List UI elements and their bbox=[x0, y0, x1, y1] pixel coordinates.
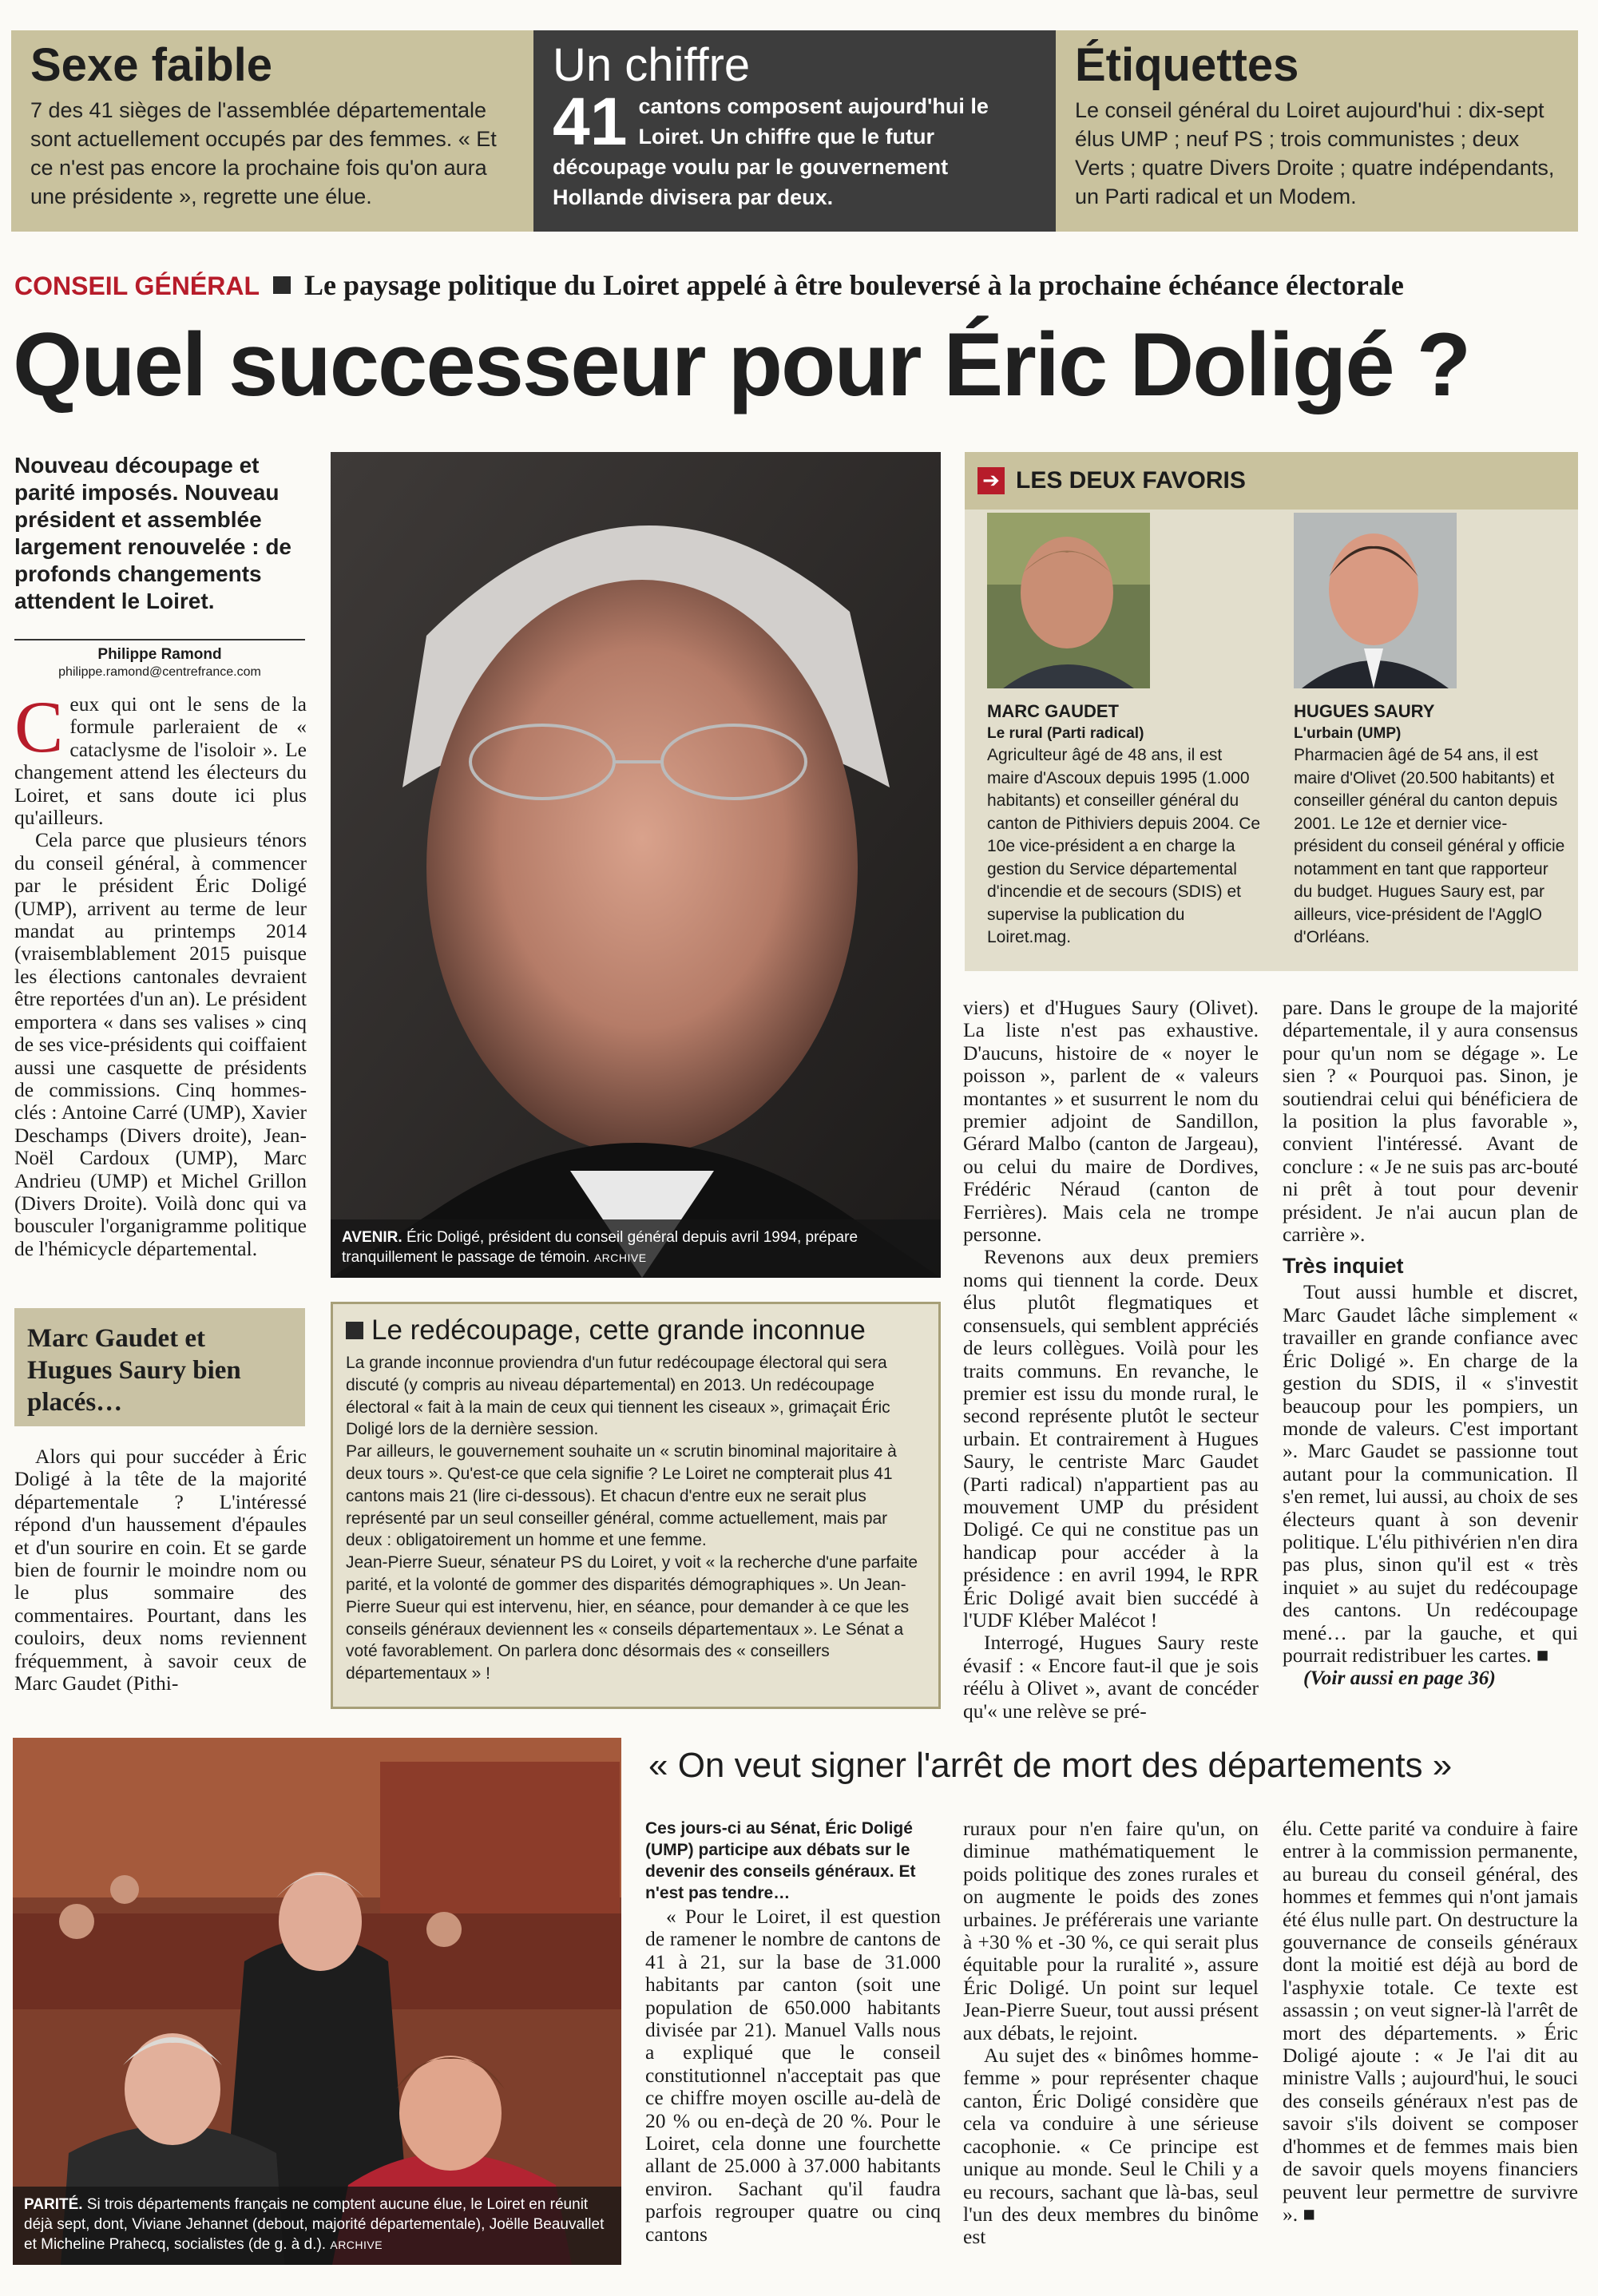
top-box-right bbox=[1056, 30, 1578, 232]
redecoupage-title: Le redécoupage, cette grande inconnue bbox=[371, 1315, 866, 1346]
kicker-text: Le paysage politique du Loiret appelé à être bouleversé à la prochaine échéance électorale bbox=[304, 269, 1404, 301]
byline bbox=[14, 645, 305, 680]
article-paragraph: Revenons aux deux premiers noms qui tiennent la corde. Deux élus plutôt flegmatiques et consensuels, qui semblent appréciés de leurs collègues. Voilà pour les traits communs. En revanche, le premier est issu du monde rural, le second représente plutôt le secteur urbain. Et contrairement à Hugues Saury, le centriste Marc Gaudet (Parti radical) n'appartient pas au mouvement UMP du président Doligé. Ce qui ne constitue pas un handicap pour accéder à la présidence : en avril 1994, le RPR Éric Doligé avait bien succédé à l'UDF Kléber Malécot ! bbox=[963, 1245, 1259, 1632]
article-paragraph: viers) et d'Hugues Saury (Olivet). La liste n'est pas exhaustive. D'aucuns, histoire de « noyer le poisson », parlent de « valeurs montantes » et susurrent le nom du premier adjoint de Sandillon, Gérard Malbo (canton de Jargeau), ou celui du maire de Dordives, Frédéric Néraud (canton de Ferrières). Mais cela ne trompe personne. bbox=[963, 996, 1259, 1247]
headline: Quel successeur pour Éric Doligé ? bbox=[13, 315, 1470, 414]
top-box-middle-number: 41 bbox=[553, 84, 628, 159]
favoris-box bbox=[965, 452, 1578, 971]
hugues-saury-text: Pharmacien âgé de 54 ans, il est maire d'Olivet (20.500 habitants) et conseiller général du canton depuis 2001. Le 12e et dernier vice-président du conseil général y officie notamment en tant que rapporteur du budget. Hugues Saury est, par ailleurs, vice-président de l'AgglO d'Orléans. bbox=[1294, 746, 1565, 946]
article-col1 bbox=[14, 686, 307, 1260]
subhead-1: Marc Gaudet et Hugues Saury bien placés… bbox=[27, 1324, 241, 1417]
main-photo-credit: ARCHIVE bbox=[593, 1251, 647, 1264]
top-box-right-text: Le conseil général du Loiret aujourd'hui : dix-sept élus UMP ; neuf PS ; trois communistes ; deux Verts ; quatre Divers Droite ; quatre indépendants, un Parti radical et un Modem. bbox=[1075, 98, 1555, 208]
interview-lead: Ces jours-ci au Sénat, Éric Doligé (UMP) participe aux débats sur le devenir des conseils généraux. Et n'est pas tendre… bbox=[645, 1819, 916, 1902]
redecoupage-title-row bbox=[346, 1314, 926, 1347]
chapeau: Nouveau découpage et parité imposés. Nouveau président et assemblée largement renouvelée : de profonds changements attendent le Loiret. bbox=[14, 453, 292, 613]
marc-gaudet-photo bbox=[987, 513, 1150, 688]
square-icon bbox=[346, 1322, 363, 1339]
article-col2 bbox=[963, 997, 1259, 1723]
parite-label: PARITÉ. bbox=[24, 2196, 83, 2213]
top-box-middle-title: Un chiffre bbox=[553, 39, 751, 91]
redecoupage-box bbox=[331, 1302, 941, 1709]
interview-paragraph: « Pour le Loiret, il est question de ramener le nombre de cantons de 41 à 21, sur la base de 31.000 habitants par canton (soit une population de 650.000 habitants divisée par 21). Manuel Valls nous a expliqué que le conseil constitutionnel n'acceptait pas que ce chiffre moyen oscille au-delà de 20 % ou en-deçà de 20 %. Pour le Loiret, cela donne une fourchette allant de 25.000 à 37.000 habitants environ. Sachant qu'il faudra parfois regrouper quatre ou cinq cantons bbox=[645, 1905, 941, 2246]
parite-caption-text: Si trois départements français ne comptent aucune élue, le Loiret en réunit déjà sept, dont, Viviane Jehannet (debout, majorité départementale), Joëlle Beauvallet et Micheline Prahecq, socialistes (de g. à d.). bbox=[24, 2196, 605, 2253]
main-photo-label: AVENIR. bbox=[342, 1229, 402, 1246]
top-box-left bbox=[11, 30, 533, 232]
kicker bbox=[14, 268, 1580, 303]
parite-credit: ARCHIVE bbox=[330, 2239, 383, 2251]
hugues-saury-name: HUGUES SAURY bbox=[1294, 701, 1435, 721]
subhead-box bbox=[14, 1308, 305, 1426]
subhead-2: Très inquiet bbox=[1283, 1254, 1404, 1279]
favori-marc-gaudet bbox=[987, 513, 1267, 950]
top-box-left-text: 7 des 41 sièges de l'assemblée départementale sont actuellement occupés par des femmes. « Et ce n'est pas encore la prochaine fois qu'on aura une présidente », regrette une élue. bbox=[30, 98, 497, 208]
article-paragraph: Alors qui pour succéder à Éric Doligé à la tête de la majorité départementale ? L'intéressé répond d'un haussement d'épaules et d'un sourire en coin. Et se garde bien de fournir le moindre nom ou le plus sommaire des commentaires. Pourtant, dans les couloirs, deux noms reviennent fréquemment, à savoir ceux de Marc Gaudet (Pithi- bbox=[14, 1445, 307, 1695]
marc-gaudet-name: MARC GAUDET bbox=[987, 701, 1119, 721]
interview-col2 bbox=[963, 1818, 1259, 2249]
hugues-saury-role: L'urbain (UMP) bbox=[1294, 725, 1402, 742]
hugues-saury-photo bbox=[1294, 513, 1457, 688]
favoris-title: LES DEUX FAVORIS bbox=[1016, 467, 1246, 494]
top-box-middle bbox=[533, 30, 1056, 232]
marc-gaudet-text: Agriculteur âgé de 48 ans, il est maire d'Ascoux depuis 1995 (1.000 habitants) et conseiller général du canton de Pithiviers depuis 2004. Ce 10e vice-président a en charge la gestion du Service départemental d'incendie et de secours (SDIS) et supervise la publication du Loiret.mag. bbox=[987, 746, 1261, 946]
top-box-left-title: Sexe faible bbox=[30, 39, 273, 91]
article-col1b bbox=[14, 1445, 307, 1695]
main-photo-caption-text: Éric Doligé, président du conseil général depuis avril 1994, prépare tranquillement le passage de témoin. bbox=[342, 1229, 858, 1266]
group-photo bbox=[13, 1738, 621, 2265]
drop-cap: C bbox=[14, 686, 64, 767]
byline-email: philippe.ramond@centrefrance.com bbox=[58, 665, 261, 679]
top-box-right-title: Étiquettes bbox=[1075, 39, 1299, 91]
article-paragraph: Interrogé, Hugues Saury reste évasif : « Encore faut-il que je sois réélu à Olivet », avant de concéder qu'« une relève se pré- bbox=[963, 1631, 1259, 1723]
interview-paragraph: élu. Cette parité va conduire à faire entrer à la commission permanente, au bureau du conseil général, des hommes et femmes qui n'ont jamais été élus nulle part. On destructure la gouvernance de conseils généraux dont la moitié est déjà au bord de l'asphyxie totale. Ce texte est assassin ; on veut signer-là l'arrêt de mort des départements. » Éric Doligé ajoute : « Je l'ai dit au ministre Valls ; aujourd'hui, le souci des conseils généraux n'est pas de savoir s'ils doivent se composer d'hommes et de femmes mais bien de savoir quels moyens financiers peuvent leur permettre de survivre ». ■ bbox=[1283, 1817, 1578, 2226]
article-paragraph: Tout aussi humble et discret, Marc Gaudet lâche simplement « travailler en grande confiance avec Éric Doligé ». En charge de la gestion du SDIS, il « s'investit beaucoup pour les pompiers, un monde de valeurs. C'est important ». Marc Gaudet se passionne tout autant pour la communication. Il s'en remet, lui aussi, au choix de ses électeurs quant à son devenir politique. L'élu pithivérien n'en dira pas plus, sinon qu'il est « très inquiet » au sujet du redécoupage des cantons. Un redécoupage mené… par la gauche, et qui pourrait redistribuer les cartes. ■ bbox=[1283, 1280, 1578, 1667]
favoris-header bbox=[965, 452, 1578, 510]
arrow-right-icon: ➔ bbox=[977, 467, 1005, 494]
redecoupage-paragraph: Par ailleurs, le gouvernement souhaite un « scrutin binominal majoritaire à deux tours ». Qu'est-ce que cela signifie ? Le Loiret ne compterait plus 41 cantons mais 21 (lire ci-dessous). Et chacun d'entre eux ne serait plus représenté par un seul conseiller général, comme actuellement, mais par deux : obligatoirement un homme et une femme. bbox=[346, 1442, 897, 1550]
rubric: CONSEIL GÉNÉRAL bbox=[14, 272, 260, 300]
article-paragraph: pare. Dans le groupe de la majorité départementale, il y aura consensus pour qu'un nom se dégage ». Le sien ? « Pourquoi pas. Sinon, je soutiendrai celui qui bénéficiera de la position la plus favorable », convient l'intéressé. Avant de conclure : « Je ne suis pas arc-bouté ni prêt à tout pour devenir président. Je n'ai aucun plan de carrière ». bbox=[1283, 996, 1578, 1247]
main-photo bbox=[331, 452, 941, 1278]
interview-col1 bbox=[645, 1818, 941, 2246]
interview-paragraph: Au sujet des « binômes homme-femme » pour représenter chaque canton, Éric Doligé considère que cela va conduire à une sérieuse cacophonie. « Ce principe est unique au monde. Seul le Chili y a eu recours, sachant que là-bas, seul l'un des deux membres du binôme est bbox=[963, 2044, 1259, 2249]
interview-col3 bbox=[1283, 1818, 1578, 2226]
kicker-square-icon bbox=[273, 276, 291, 294]
article-paragraph: eux qui ont le sens de la formule parleraient de « cataclysme de l'isoloir ». Le changement attend les électeurs du Loiret, et sans doute ici plus qu'ailleurs. bbox=[14, 692, 307, 830]
marc-gaudet-role: Le rural (Parti radical) bbox=[987, 725, 1144, 742]
article-paragraph: Cela parce que plusieurs ténors du conseil général, à commencer par le président Éric Doligé (UMP), arrivent au terme de leur mandat au printemps 2014 (vraisemblablement 2015 puisque les élections cantonales devraient être reportées d'un an). Le président emportera « dans ses valises » cinq de ses vice-présidents qui coiffaient aussi une casquette de présidents de commissions. Cinq hommes-clés : Antoine Carré (UMP), Xavier Deschamps (Divers droite), Jean-Noël Cardoux (UMP), Marc Andrieu (UMP) et Michel Grillon (Divers Droite). Voilà donc qui va bousculer l'organigramme politique de l'hémicycle départemental. bbox=[14, 828, 307, 1260]
parite-caption bbox=[13, 2187, 621, 2265]
see-also: (Voir aussi en page 36) bbox=[1303, 1666, 1496, 1690]
byline-author: Philippe Ramond bbox=[97, 646, 222, 663]
interview-title: « On veut signer l'arrêt de mort des départements » bbox=[648, 1746, 1453, 1785]
redecoupage-paragraph: Jean-Pierre Sueur, sénateur PS du Loiret, y voit « la recherche d'une parfaite parité, et la volonté de gommer des disparités démographiques ». Un Jean-Pierre Sueur qui est intervenu, hier, en séance, pour demander à ce que les conseils généraux deviennent les « conseils départementaux ». Le Sénat a voté favorablement. On parlera donc désormais des « conseillers départementaux » ! bbox=[346, 1553, 918, 1683]
parite-photo bbox=[13, 1738, 621, 2265]
top-box-middle-text: cantons composent aujourd'hui le Loiret. Un chiffre que le futur découpage voulu par le gouvernement Hollande divisera par deux. bbox=[553, 94, 989, 209]
main-photo-caption bbox=[331, 1219, 941, 1278]
redecoupage-paragraph: La grande inconnue proviendra d'un futur redécoupage électoral qui sera discuté (y compris au niveau départemental) en 2013. Un redécoupage électoral « fait à la main de ceux qui tiennent les ciseaux », grimaçait Éric Doligé lors de la dernière session. bbox=[346, 1354, 890, 1439]
portrait-photo bbox=[331, 452, 941, 1278]
byline-rule bbox=[14, 639, 305, 640]
favori-hugues-saury bbox=[1294, 513, 1565, 950]
article-col3 bbox=[1283, 997, 1578, 1690]
interview-paragraph: ruraux pour n'en faire qu'un, on diminue mathématiquement le poids politique des zones rurales et on augmente le poids des zones urbaines. Je préférerais une variante à +30 % et -30 %, ce qui serait plus équitable pour la ruralité », assure Éric Doligé. Un point sur lequel Jean-Pierre Sueur, tout aussi présent aux débats, le rejoint. bbox=[963, 1817, 1259, 2044]
redecoupage-text bbox=[346, 1352, 926, 1685]
